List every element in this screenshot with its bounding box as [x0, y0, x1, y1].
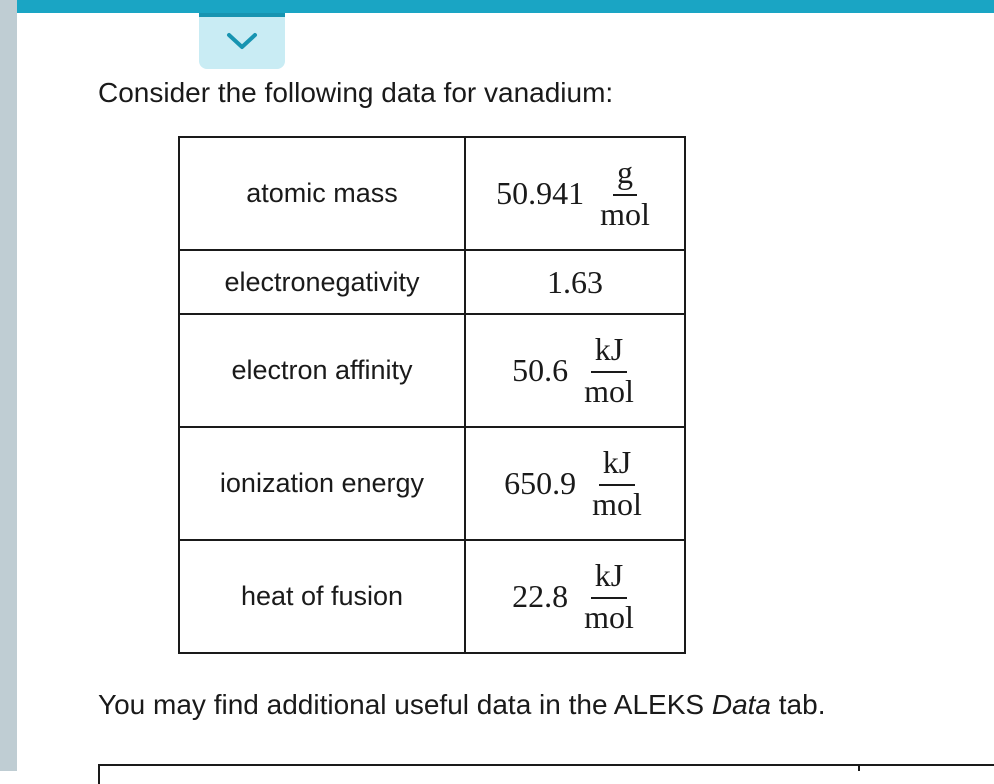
property-name: electronegativity — [179, 250, 465, 314]
value-number: 50.941 — [496, 175, 585, 211]
data-table — [178, 136, 686, 654]
property-value — [465, 250, 685, 314]
property-name: ionization energy — [179, 427, 465, 540]
hint-text-before: You may find additional useful data in the ALEKS — [98, 689, 712, 720]
data-tab-hint — [98, 688, 825, 722]
unit-fraction — [580, 330, 638, 409]
unit-numerator: g — [613, 156, 637, 196]
unit-denominator: mol — [600, 195, 650, 232]
table-row — [179, 427, 685, 540]
unit-numerator: kJ — [591, 333, 627, 373]
left-rail — [0, 0, 17, 771]
property-value — [465, 137, 685, 250]
property-name: electron affinity — [179, 314, 465, 427]
property-value — [465, 540, 685, 653]
value-number: 1.63 — [547, 263, 603, 300]
value-number: 50.6 — [512, 352, 569, 388]
table-row — [179, 137, 685, 250]
unit-fraction — [596, 153, 654, 232]
unit-numerator: kJ — [591, 559, 627, 599]
top-accent-bar — [17, 0, 994, 13]
value-number: 22.8 — [512, 578, 569, 614]
property-value — [465, 427, 685, 540]
unit-fraction — [580, 556, 638, 635]
unit-fraction — [588, 443, 646, 522]
property-name: heat of fusion — [179, 540, 465, 653]
hint-text-after: tab. — [771, 689, 826, 720]
property-name: atomic mass — [179, 137, 465, 250]
unit-denominator: mol — [584, 372, 634, 409]
unit-denominator: mol — [592, 485, 642, 522]
unit-denominator: mol — [584, 598, 634, 635]
question-intro: Consider the following data for vanadium: — [98, 77, 614, 108]
unit-numerator: kJ — [599, 446, 635, 486]
table-row — [179, 314, 685, 427]
value-number: 650.9 — [504, 465, 577, 501]
property-value — [465, 314, 685, 427]
table-row — [179, 250, 685, 314]
collapse-toggle-button[interactable] — [199, 13, 285, 69]
table-row — [179, 540, 685, 653]
chevron-down-icon — [225, 31, 259, 51]
answer-box-divider — [858, 764, 860, 771]
data-tab-reference: Data — [711, 689, 771, 720]
